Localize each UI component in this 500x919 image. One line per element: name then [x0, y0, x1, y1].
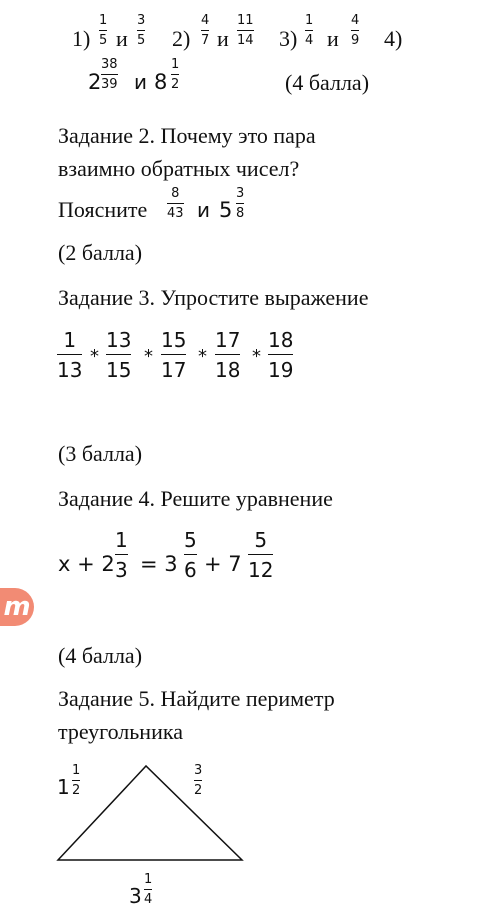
- task2-explain: Поясните: [58, 197, 148, 222]
- left-side-whole: 1: [57, 775, 70, 799]
- numerator: 17: [215, 328, 241, 352]
- task2-fraction-a: [167, 187, 184, 220]
- task4-points: (4 балла): [58, 643, 143, 668]
- numerator: 1: [63, 328, 77, 352]
- task3-fraction-1: [57, 330, 82, 380]
- task1-num3: 3): [279, 26, 298, 51]
- numerator: 5: [184, 528, 197, 552]
- numerator: 11: [237, 13, 254, 28]
- task3-points: (3 балла): [58, 441, 143, 466]
- denominator: 9: [351, 33, 360, 48]
- multiply-sign: *: [90, 346, 99, 367]
- numerator: 1: [99, 13, 108, 28]
- numerator: 3: [194, 763, 203, 778]
- task5-line2: треугольника: [58, 719, 183, 744]
- denominator: 4: [144, 892, 153, 907]
- task2-b-whole: 5: [219, 198, 233, 222]
- task1-fraction-a2: [201, 14, 209, 47]
- denominator: 5: [137, 33, 146, 48]
- task4-title: Задание 4. Решите уравнение: [58, 486, 333, 511]
- numerator: 1: [305, 13, 314, 28]
- numerator: 4: [351, 13, 360, 28]
- task4-lhs: x + 2: [58, 552, 115, 576]
- task1-a4-whole: 2: [88, 70, 102, 94]
- task1-and3: и: [327, 26, 339, 51]
- numerator: 1: [171, 57, 180, 72]
- task1-and4: и: [134, 70, 147, 94]
- right-side-fraction: [194, 764, 202, 797]
- multiply-sign: *: [252, 346, 261, 367]
- task3-fraction-5: [268, 330, 293, 380]
- task1-fraction-b1: [137, 14, 145, 47]
- task2-and: и: [197, 198, 210, 222]
- numerator: 4: [201, 13, 210, 28]
- denominator: 8: [236, 206, 245, 221]
- numerator: 8: [171, 186, 180, 201]
- task1-fraction-b4: [171, 58, 179, 91]
- task2-line2: взаимно обратных чисел?: [58, 156, 300, 181]
- task4-fraction-2: [184, 530, 197, 580]
- task2-line1: Задание 2. Почему это пара: [58, 123, 316, 148]
- denominator: 15: [106, 358, 132, 382]
- numerator: 18: [268, 328, 294, 352]
- task1-num2: 2): [172, 26, 191, 51]
- numerator: 3: [236, 186, 245, 201]
- denominator: 2: [171, 77, 180, 92]
- denominator: 2: [194, 783, 203, 798]
- task4-equals: = 3: [140, 552, 178, 576]
- task2-points: (2 балла): [58, 240, 143, 265]
- denominator: 6: [184, 558, 197, 582]
- task3-title: Задание 3. Упростите выражение: [58, 285, 369, 310]
- numerator: 1: [115, 528, 128, 552]
- task5-line1: Задание 5. Найдите периметр: [58, 686, 335, 711]
- numerator: 5: [254, 528, 268, 552]
- task1-num4: 4): [384, 26, 403, 51]
- task1-fraction-a1: [99, 14, 107, 47]
- denominator: 12: [248, 558, 274, 582]
- site-logo-icon: m: [0, 588, 34, 626]
- left-side-fraction: [72, 764, 80, 797]
- multiply-sign: *: [144, 346, 153, 367]
- task1-fraction-a4: [101, 58, 118, 91]
- task2-fraction-b: [236, 187, 244, 220]
- task1-and2: и: [217, 26, 229, 51]
- denominator: 19: [268, 358, 294, 382]
- denominator: 14: [237, 33, 254, 48]
- denominator: 2: [72, 783, 81, 798]
- numerator: 38: [101, 57, 118, 72]
- task4-fraction-3: [248, 530, 273, 580]
- task1-fraction-a3: [305, 14, 313, 47]
- denominator: 43: [167, 206, 184, 221]
- bottom-side-whole: 3: [129, 884, 142, 908]
- task1-num1: 1): [72, 26, 91, 51]
- task3-fraction-4: [215, 330, 240, 380]
- numerator: 13: [106, 328, 132, 352]
- denominator: 7: [201, 33, 210, 48]
- task1-points: (4 балла): [285, 70, 370, 95]
- task1-fraction-b3: [351, 14, 359, 47]
- task1-fraction-b2: [237, 14, 254, 47]
- task4-plus: + 7: [204, 552, 242, 576]
- numerator: 15: [161, 328, 187, 352]
- task1-b4-whole: 8: [154, 70, 168, 94]
- denominator: 5: [99, 33, 108, 48]
- numerator: 1: [72, 763, 81, 778]
- denominator: 17: [161, 358, 187, 382]
- multiply-sign: *: [198, 346, 207, 367]
- denominator: 39: [101, 77, 118, 92]
- numerator: 3: [137, 13, 146, 28]
- task4-fraction-1: [115, 530, 128, 580]
- numerator: 1: [144, 872, 153, 887]
- bottom-side-fraction: [144, 873, 152, 906]
- task3-fraction-2: [106, 330, 131, 380]
- task1-and1: и: [116, 26, 128, 51]
- denominator: 13: [57, 358, 83, 382]
- denominator: 3: [115, 558, 128, 582]
- task3-fraction-3: [161, 330, 186, 380]
- denominator: 18: [215, 358, 241, 382]
- denominator: 4: [305, 33, 314, 48]
